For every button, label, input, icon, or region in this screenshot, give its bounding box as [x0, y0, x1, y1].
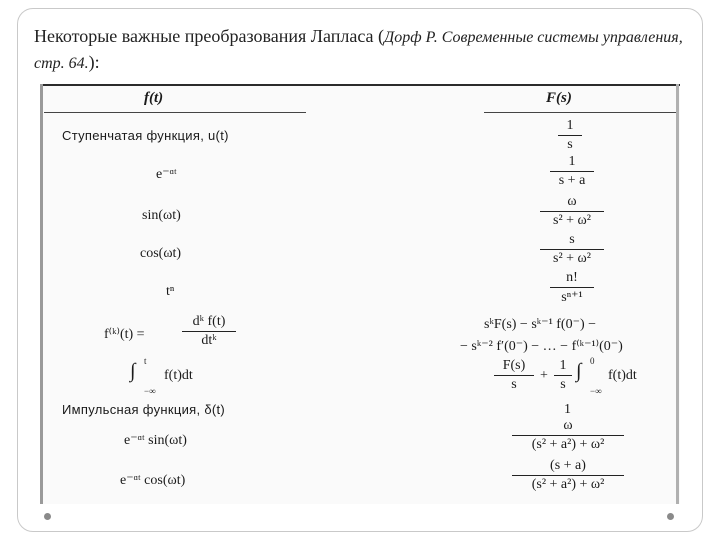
row-sin-den: s² + ω² [553, 213, 591, 228]
laplace-table-image [40, 84, 680, 504]
integral-icon-right: ∫ [576, 360, 582, 382]
table-header-rule-left [44, 112, 306, 113]
row-damped-sin-den: (s² + a²) + ω² [531, 437, 605, 452]
row-int-right-body: f(t)dt [608, 368, 637, 383]
row-damped-cos-right [512, 458, 624, 493]
row-int-left-top: t [144, 356, 147, 366]
row-int-left-bottom: −∞ [144, 386, 156, 396]
row-power-right [550, 270, 594, 306]
row-deriv-right-line2: − sᵏ⁻² f′(0⁻) − … − f⁽ᵏ⁻¹⁾(0⁻) [460, 339, 623, 354]
row-int-right-den1: s [511, 377, 517, 392]
row-exp-den: s + a [558, 173, 586, 188]
table-top-rule [40, 84, 680, 86]
row-step-left: Ступенчатая функция, u(t) [62, 128, 229, 143]
row-damped-sin-num: ω [563, 418, 573, 433]
row-cos-den: s² + ω² [553, 251, 591, 266]
row-sin-right [540, 194, 604, 229]
row-deriv-left-prefix: f⁽ᵏ⁾(t) = [104, 327, 145, 342]
row-int-right-num1: F(s) [502, 358, 526, 373]
row-impulse-right: 1 [564, 402, 571, 417]
row-cos-right [540, 232, 604, 267]
scan-edge-right [676, 84, 679, 504]
row-step-right [558, 118, 582, 153]
scan-edge-left [40, 84, 43, 504]
row-int-right-den2: s [560, 377, 566, 392]
row-damped-cos-den: (s² + a²) + ω² [531, 477, 605, 492]
row-power-left: tⁿ [166, 284, 175, 299]
row-sin-left: sin(ωt) [142, 208, 181, 223]
row-deriv-right-line1: sᵏF(s) − sᵏ⁻¹ f(0⁻) − [484, 317, 597, 332]
row-int-right-num2: 1 [559, 358, 567, 373]
row-int-right-frac2 [554, 358, 572, 393]
title-main: Некоторые важные преобразования Лапласа ( [34, 26, 385, 46]
row-int-left-body: f(t)dt [164, 368, 193, 383]
row-exp-left: e⁻ᵅᵗ [156, 167, 177, 182]
row-deriv-left-den: dtᵏ [201, 333, 217, 348]
slide-corner-dot-left [44, 513, 51, 520]
row-deriv-left-num: dᵏ f(t) [192, 314, 226, 329]
table-header-rule-right [484, 112, 676, 113]
row-int-right-frac1 [494, 358, 534, 393]
row-int-right-plus: + [540, 368, 548, 383]
row-sin-num: ω [567, 194, 577, 209]
row-damped-cos-left: e⁻ᵅᵗ cos(ωt) [120, 473, 186, 488]
row-damped-sin-left: e⁻ᵅᵗ sin(ωt) [124, 433, 187, 448]
row-step-den: s [567, 137, 573, 152]
row-int-right-top: 0 [590, 356, 595, 366]
row-cos-num: s [569, 232, 575, 247]
row-damped-cos-num: (s + a) [550, 458, 586, 473]
row-damped-sin-right [512, 418, 624, 453]
header-time-domain: f(t) [144, 90, 164, 106]
header-s-domain: F(s) [546, 90, 572, 106]
slide-title [34, 24, 684, 76]
row-power-den: sⁿ⁺¹ [561, 290, 583, 305]
slide-corner-dot-right [667, 513, 674, 520]
title-end: ): [88, 52, 100, 72]
row-exp-right [550, 154, 594, 189]
row-step-num: 1 [566, 118, 574, 133]
row-power-num: n! [566, 270, 578, 285]
row-impulse-left: Импульсная функция, δ(t) [62, 402, 226, 417]
row-exp-num: 1 [568, 154, 576, 169]
title-citation: Дорф Р. Современные системы управления, стр. 64. [34, 29, 683, 72]
row-cos-left: cos(ωt) [140, 246, 182, 261]
row-int-right-bottom: −∞ [590, 386, 602, 396]
row-deriv-left-frac [182, 314, 236, 349]
integral-icon: ∫ [130, 360, 136, 382]
